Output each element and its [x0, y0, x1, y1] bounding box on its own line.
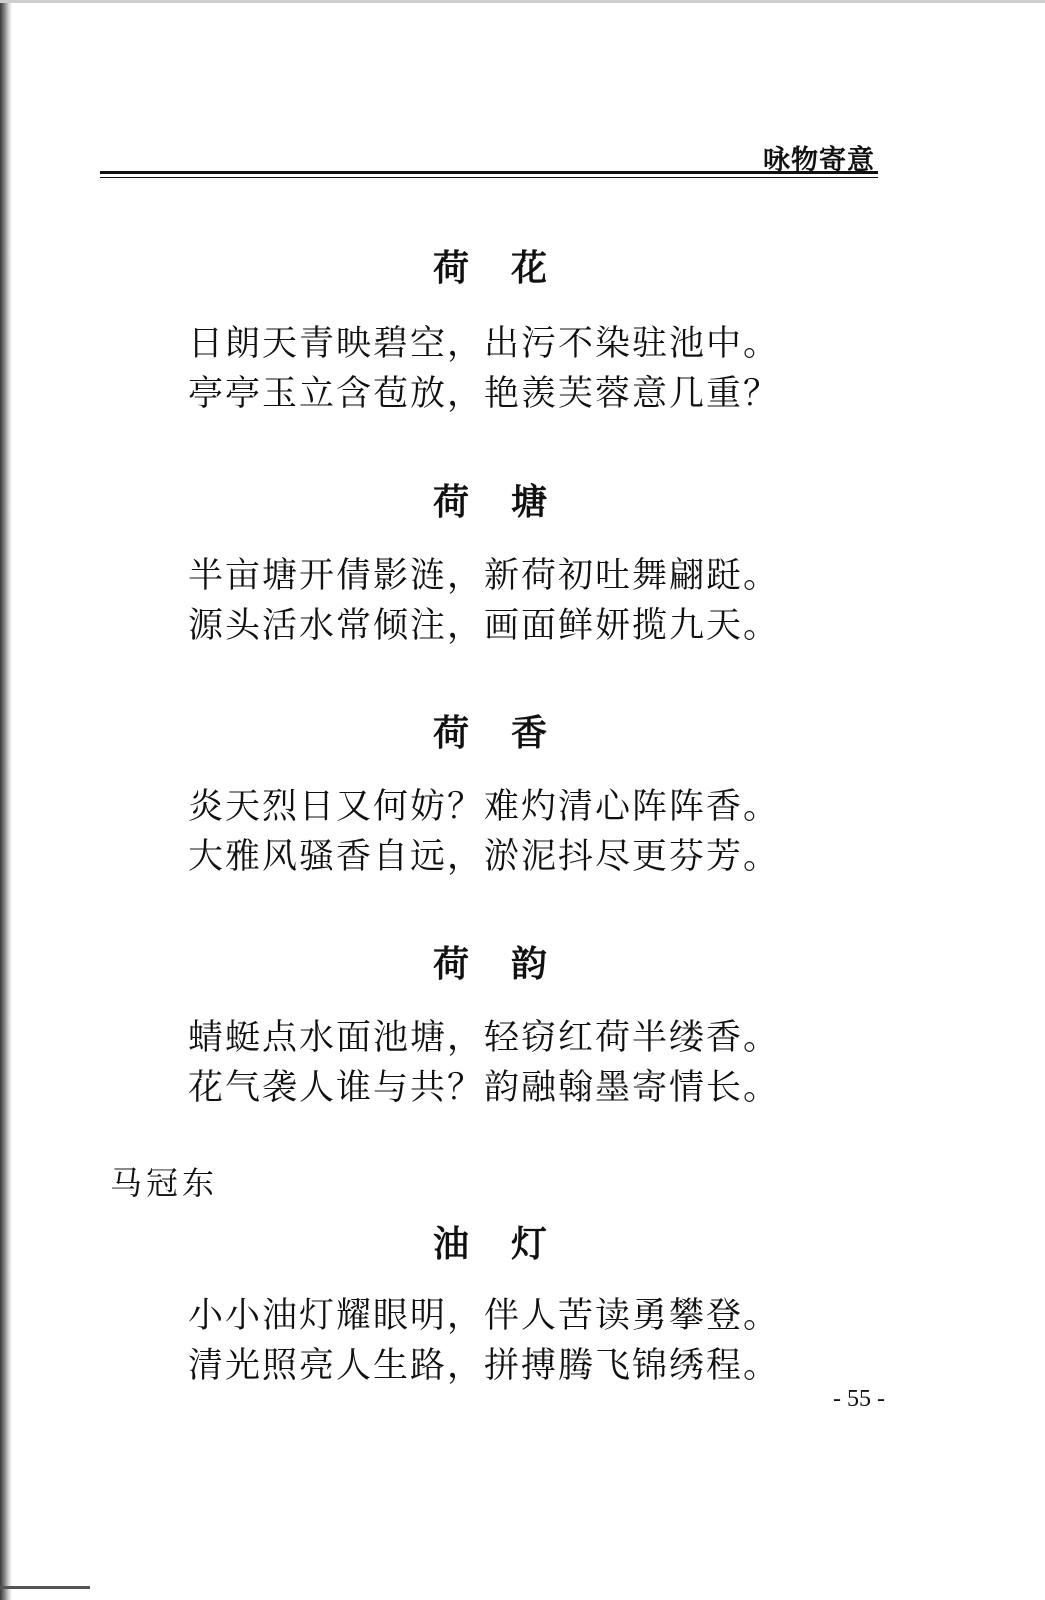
header-double-rule	[100, 171, 878, 178]
poem-title-3: 荷香	[432, 712, 589, 754]
poem-3-line-1: 炎天烈日又何妨？难灼清心阵阵香。	[188, 787, 781, 827]
author-name: 马冠东	[110, 1164, 219, 1202]
poem-5-line-2: 清光照亮人生路，拼搏腾飞锦绣程。	[188, 1346, 781, 1386]
poem-title-2: 荷塘	[432, 481, 589, 523]
poem-3-line-2: 大雅风骚香自远，淤泥抖尽更芬芳。	[188, 837, 781, 877]
poem-1-line-1: 日朗天青映碧空，出污不染驻池中。	[188, 324, 781, 364]
poem-5-line-1: 小小油灯耀眼明，伴人苦读勇攀登。	[188, 1296, 781, 1336]
scan-edge-mark	[0, 1586, 90, 1589]
poem-4-line-2: 花气袭人谁与共？韵融翰墨寄情长。	[188, 1068, 781, 1108]
poem-4-line-1: 蜻蜓点水面池塘，轻窃红荷半缕香。	[188, 1018, 781, 1058]
poem-1-line-2: 亭亭玉立含苞放，艳羡芙蓉意几重？	[188, 374, 781, 414]
poem-title-4: 荷韵	[432, 943, 589, 985]
page-top-edge	[0, 0, 1045, 3]
page-number: - 55 -	[833, 1386, 885, 1412]
poem-title-1: 荷花	[432, 247, 589, 289]
poem-title-5: 油灯	[432, 1223, 589, 1265]
poem-2-line-1: 半亩塘开倩影涟，新荷初吐舞翩跹。	[188, 556, 781, 596]
running-header-title: 咏物寄意	[763, 145, 875, 176]
poem-2-line-2: 源头活水常倾注，画面鲜妍揽九天。	[188, 606, 781, 646]
